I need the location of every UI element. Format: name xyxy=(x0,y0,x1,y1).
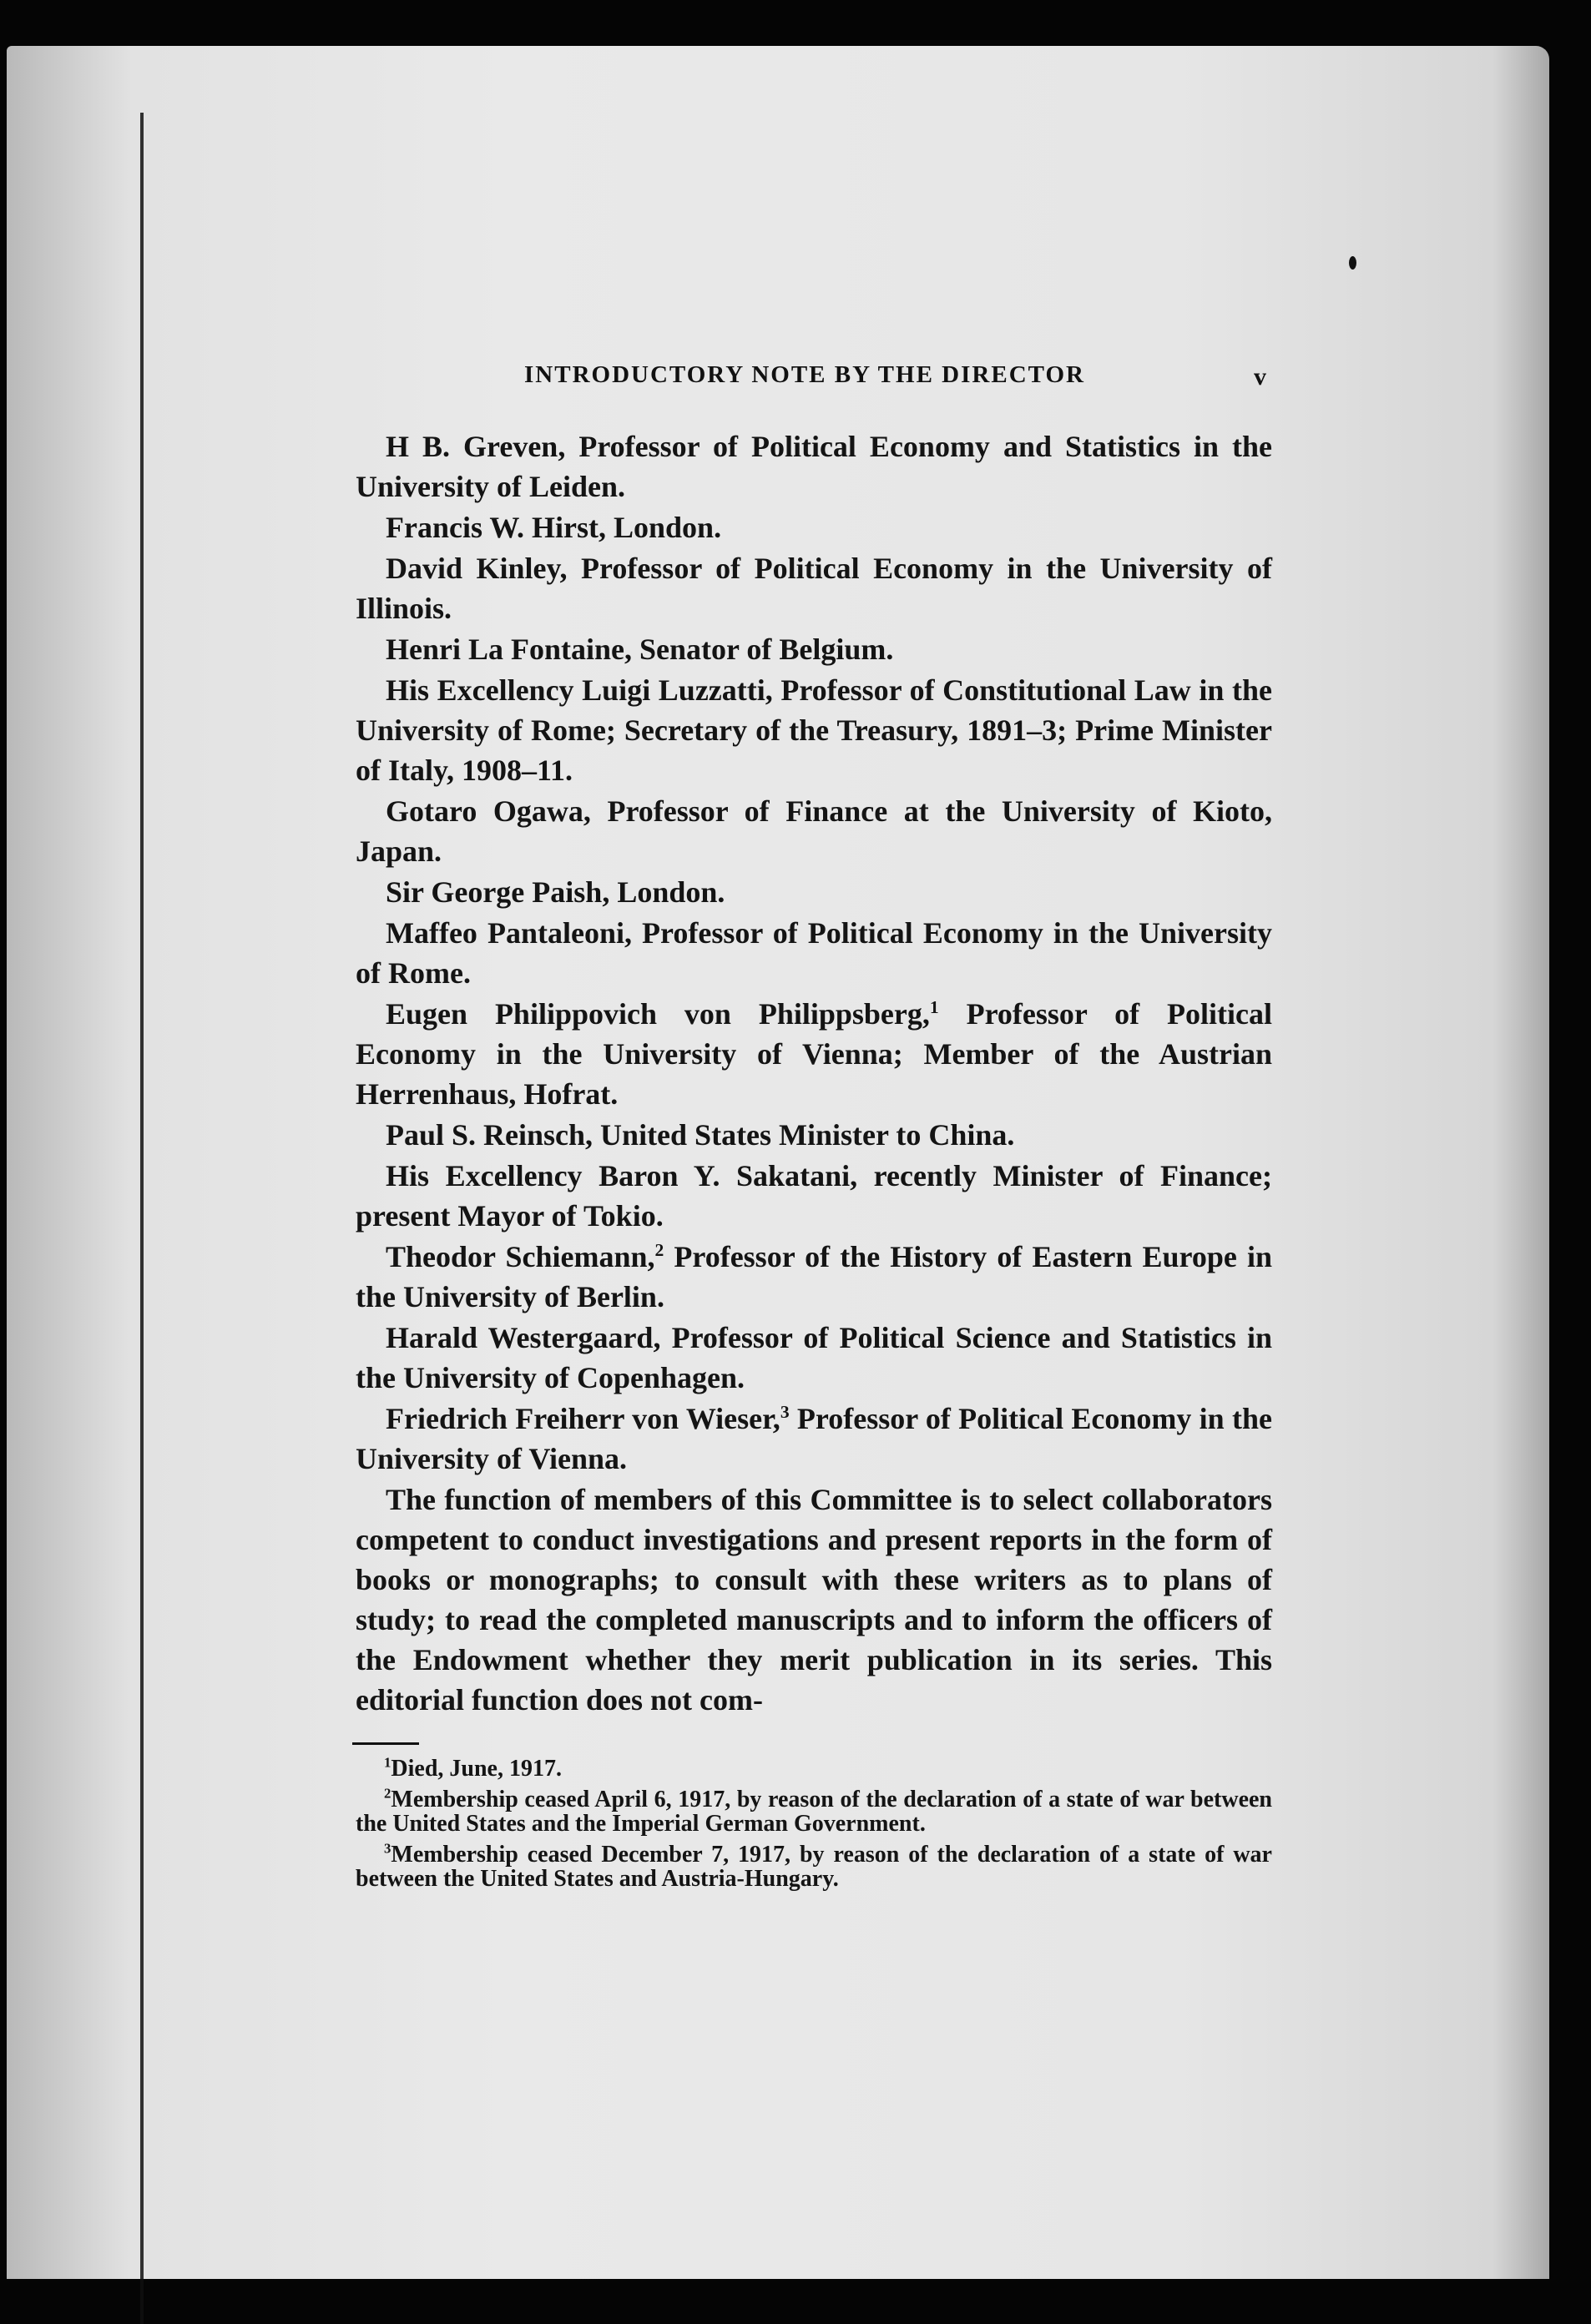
footnote-mark: 1 xyxy=(929,997,939,1017)
member-entry: Gotaro Ogawa, Professor of Finance at the University of Kioto, Japan. xyxy=(356,794,1272,868)
binding-edge xyxy=(140,113,144,2324)
member-entry: His Excellency Baron Y. Sakatani, recently Minister of Finance; present Mayor of Tokio. xyxy=(356,1159,1272,1233)
member-name: Friedrich Freiherr von Wieser, xyxy=(386,1402,780,1435)
book-page xyxy=(7,46,1549,2279)
member-entry xyxy=(356,994,1272,1114)
member-description: Professor of Political Economy in the University of Vienna; Member of the Austrian Herrenhaus, Hofrat. xyxy=(356,997,1272,1111)
footnote-mark: 1 xyxy=(384,1754,391,1771)
member-entry: Harald Westergaard, Professor of Political Science and Statistics in the University of Copenhagen. xyxy=(356,1321,1272,1394)
ink-speck xyxy=(1349,256,1356,270)
member-name: Eugen Philippovich von Philippsberg, xyxy=(386,997,930,1031)
footnote-rule xyxy=(352,1742,419,1745)
footnote-text: Died, June, 1917. xyxy=(391,1756,562,1782)
running-head: INTRODUCTORY NOTE BY THE DIRECTOR xyxy=(524,361,1085,388)
footnote-mark: 3 xyxy=(384,1840,391,1857)
member-entry: H B. Greven, Professor of Political Economy and Statistics in the University of Leiden. xyxy=(356,430,1272,503)
footnote-mark: 2 xyxy=(384,1785,391,1802)
member-entry: Francis W. Hirst, London. xyxy=(386,511,722,544)
member-name: Theodor Schiemann, xyxy=(386,1240,655,1273)
footnote-mark: 3 xyxy=(780,1402,790,1422)
footnote xyxy=(356,1787,1272,1836)
member-entry xyxy=(356,1399,1272,1479)
body-text xyxy=(356,426,1272,1721)
closing-paragraph: The function of members of this Committee is to select collaborators competent to conduct investigations and present reports in the form of books or monographs; to consult with these writers as to plans of study; to read the completed manuscripts and to inform the officers of the Endowment whether they merit publication in its series. This editorial function does not com- xyxy=(356,1483,1272,1717)
member-entry: Paul S. Reinsch, United States Minister to China. xyxy=(386,1118,1015,1152)
member-entry xyxy=(356,1237,1272,1317)
footnote-text: Membership ceased December 7, 1917, by reason of the declaration of a state of war between the United States and Austria-Hungary. xyxy=(356,1842,1272,1892)
member-entry: His Excellency Luigi Luzzatti, Professor of Constitutional Law in the University of Rome; Secretary of the Treasury, 1891–3; Prime Minister of Italy, 1908–11. xyxy=(356,673,1272,787)
footnotes xyxy=(356,1754,1272,1898)
footnote-text: Membership ceased April 6, 1917, by reason of the declaration of a state of war between the United States and the Imperial German Government. xyxy=(356,1787,1272,1837)
member-description: Professor of the History of Eastern Europe in the University of Berlin. xyxy=(356,1240,1272,1313)
member-entry: David Kinley, Professor of Political Economy in the University of Illinois. xyxy=(356,552,1272,625)
footnote xyxy=(356,1840,1272,1892)
footnote xyxy=(356,1754,1272,1782)
page-number: v xyxy=(1254,363,1266,391)
member-entry: Sir George Paish, London. xyxy=(386,875,725,909)
member-entry: Henri La Fontaine, Senator of Belgium. xyxy=(386,633,894,666)
member-description: Professor of Political Economy in the University of Vienna. xyxy=(356,1402,1272,1475)
footnote-mark: 2 xyxy=(654,1240,664,1260)
member-entry: Maffeo Pantaleoni, Professor of Political Economy in the University of Rome. xyxy=(356,916,1272,990)
